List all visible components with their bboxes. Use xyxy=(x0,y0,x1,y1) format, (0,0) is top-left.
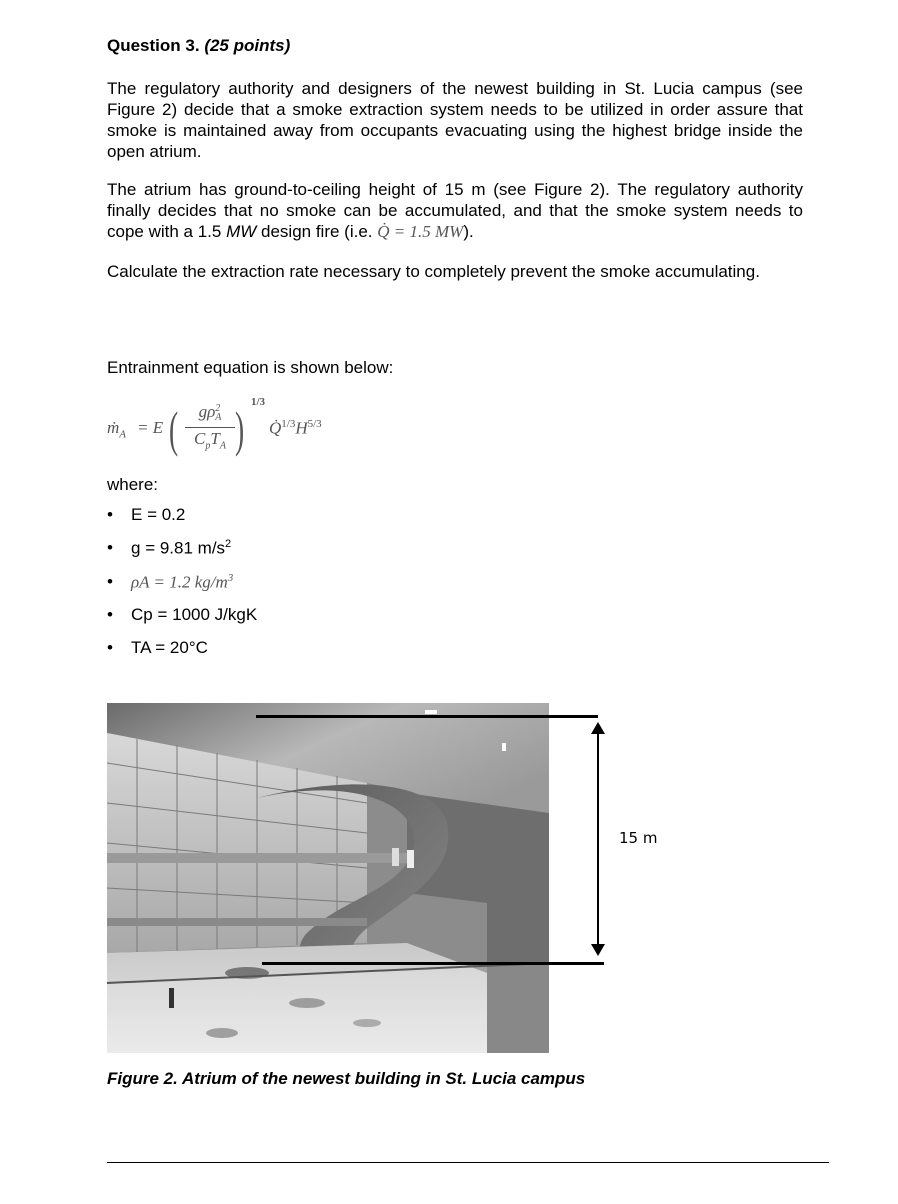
bullet-icon: • xyxy=(107,572,113,591)
right-paren: ) xyxy=(235,401,245,457)
numerator-sub: A xyxy=(215,412,222,424)
bullet-icon: • xyxy=(107,538,113,557)
question-heading xyxy=(107,36,290,56)
mass-flow-subscript: A xyxy=(119,428,127,441)
variable-value: = 1000 J/kgK xyxy=(152,605,258,624)
heat-release-exponent: 1/3 xyxy=(281,418,296,430)
paragraph-atrium-text-a: The atrium has ground-to-ceiling height of 15 m (see Figure 2). The regulatory authority finally decides that no smoke can be accumulated, and that the smoke system needs to cope with a 1.5 xyxy=(107,180,803,241)
bullet-icon: • xyxy=(107,638,113,657)
variable-unit-exponent: 2 xyxy=(225,538,232,550)
fraction-bar xyxy=(185,427,235,428)
variable-name: g xyxy=(131,538,141,558)
fraction-numerator xyxy=(185,402,235,422)
variable-value: = 9.81 m/s xyxy=(140,538,226,558)
equation-rhs xyxy=(269,418,322,439)
denominator-sub-a: A xyxy=(219,440,226,452)
variable-name: Cp xyxy=(131,605,153,624)
entrainment-equation xyxy=(107,396,407,466)
paragraph-atrium-text-b: design fire (i.e. xyxy=(256,222,378,241)
variable-name: ρA xyxy=(131,572,150,592)
question-points: (25 points) xyxy=(204,36,291,55)
variable-value: = 20°C xyxy=(150,638,208,657)
height-dimension-arrow xyxy=(588,722,608,956)
outer-exponent: 1/3 xyxy=(251,396,266,408)
where-label: where: xyxy=(107,475,159,494)
paragraph-atrium xyxy=(107,179,803,242)
variable-name: E xyxy=(131,505,143,524)
variable-unit-exponent: 3 xyxy=(227,572,234,584)
ceiling-level-line xyxy=(256,715,598,718)
atrium-photo xyxy=(107,703,549,1053)
height-dimension-label: 15 m xyxy=(619,829,658,847)
paragraph-context: The regulatory authority and designers of the newest building in St. Lucia campus (see Figure 2) decide that a smoke extraction system needs to be utilized in order assure that smoke is maintained away from occupants evacuating using the highest bridge inside the open atrium. xyxy=(107,79,803,161)
equation-lhs xyxy=(107,418,126,440)
equation-coefficient: = E xyxy=(137,418,164,437)
equation-intro: Entrainment equation is shown below: xyxy=(107,358,394,377)
denominator-t: T xyxy=(210,429,220,448)
mass-flow-symbol: ṁ xyxy=(107,418,120,437)
numerator-sup: 2 xyxy=(215,403,221,415)
heat-release-symbol: Q̇ xyxy=(269,418,282,438)
paragraph-task: Calculate the extraction rate necessary to completely prevent the smoke accumulating. xyxy=(107,262,760,281)
variable-value: = 1.2 kg/m xyxy=(149,572,228,592)
fraction-denominator xyxy=(185,429,235,451)
bridge-level-line xyxy=(262,962,604,965)
height-symbol: H xyxy=(295,418,308,438)
height-exponent: 5/3 xyxy=(307,418,322,430)
variable-name: TA xyxy=(131,638,151,657)
variable-value: = 0.2 xyxy=(142,505,186,524)
design-fire-math: Q̇ = 1.5 MW xyxy=(377,222,464,241)
denominator-c: C xyxy=(194,429,206,448)
paragraph-atrium-text-c: ). xyxy=(463,222,474,241)
numerator-g-rho: gρ xyxy=(198,402,216,421)
question-title: Question 3. xyxy=(107,36,200,55)
denominator-sub-p: p xyxy=(205,440,211,452)
left-paren: ( xyxy=(169,401,179,457)
figure-caption: Figure 2. Atrium of the newest building in St. Lucia campus xyxy=(107,1069,586,1088)
bullet-icon: • xyxy=(107,605,113,624)
paragraph-atrium-unit: MW xyxy=(226,222,257,241)
page-bottom-rule xyxy=(107,1162,829,1163)
bullet-icon: • xyxy=(107,505,113,524)
